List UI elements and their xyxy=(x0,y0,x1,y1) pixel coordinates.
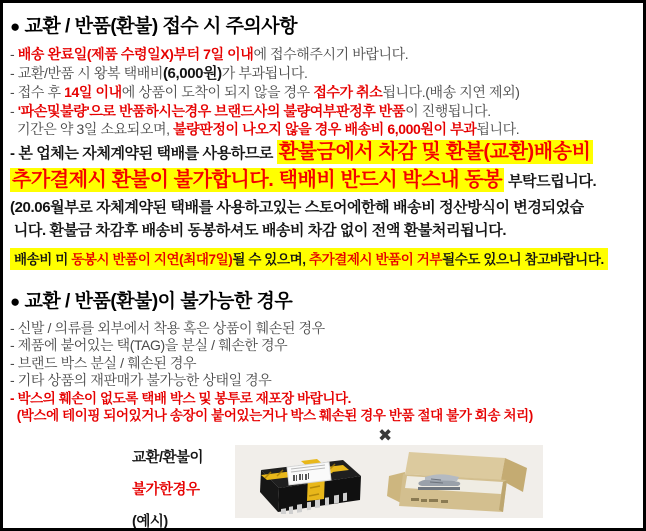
notice-line xyxy=(10,102,636,121)
text-segment: 될수도 있으니 참고바랍니다. xyxy=(442,251,604,267)
text-segment: 추가결제시 환불이 불가합니다. 택배비 반드시 박스내 동봉 xyxy=(12,169,503,191)
notice-line xyxy=(10,83,636,102)
text-segment: '파손및불량'으로 반품하시는경우 브랜드사의 불량여부판정후 반품 xyxy=(17,102,406,119)
notice-line xyxy=(10,120,636,139)
text-segment: - 본 업체는 자체계약된 택배를 사용하므로 xyxy=(10,144,277,162)
open-box-example-image xyxy=(385,446,533,516)
section-title-text: 교환 / 반품(환불)이 불가능한 경우 xyxy=(19,290,293,312)
text-segment: 배송비 미 xyxy=(14,251,72,267)
impossible-section-title xyxy=(10,286,636,313)
list-item: - 브랜드 박스 분실 / 훼손된 경우 xyxy=(10,354,197,371)
text-segment: 접수가 취소 xyxy=(313,84,383,100)
notice-line xyxy=(10,45,636,64)
list-item: - 제품에 붙어있는 택(TAG)을 분실 / 훼손한 경우 xyxy=(10,337,288,353)
notice-line xyxy=(10,64,636,84)
text-segment: 추가결제시 반품이 거부 xyxy=(308,251,443,267)
section-title-text: 교환 / 반품(환불) 접수 시 주의사항 xyxy=(19,16,297,37)
text-segment: 에 접수해주시기 바랍니다. xyxy=(253,46,409,62)
text-segment: 될 수 있으며, xyxy=(232,251,309,267)
text-segment: 배송 완료일(제품 수령일X)부터 7일 이내 xyxy=(17,46,254,62)
text-segment: - xyxy=(10,102,18,119)
text-segment: - xyxy=(10,46,18,62)
example-labels xyxy=(132,446,203,531)
example-area xyxy=(10,425,636,530)
text-segment: 14일 이내 xyxy=(64,84,122,100)
text-segment: (6,000원) xyxy=(162,64,222,82)
text-segment: 환불금에서 차감 및 환불(교환)배송비 xyxy=(278,140,591,163)
bullet-icon: ● xyxy=(10,291,20,311)
list-item: - 신발 / 의류를 외부에서 착용 혹은 상품이 훼손된 경우 xyxy=(10,319,325,336)
list-item: - 기타 상품의 재판매가 불가능한 상태일 경우 xyxy=(10,372,272,388)
text-segment: - 교환/반품 시 왕복 택배비 xyxy=(10,64,163,81)
text-segment: 됩니다.(배송 지연 제외) xyxy=(382,84,520,100)
text-segment: 됩니다. xyxy=(476,121,520,137)
notice-line-highlight xyxy=(10,167,636,196)
text-segment: - 접수 후 xyxy=(10,84,65,100)
text-segment: 가 부과됩니다. xyxy=(221,64,308,81)
notice-line-highlight xyxy=(10,139,636,168)
taped-box-example-image xyxy=(245,448,371,514)
example-label-line3: (예시) xyxy=(132,513,168,530)
example-images-panel xyxy=(235,445,543,518)
example-label-line2: 불가한경우 xyxy=(132,481,200,498)
text-segment: 이 진행됩니다. xyxy=(405,102,491,119)
text-segment: (20.06월부로 자체계약된 택배를 사용하고있는 스토어에한해 배송비 정산방식이 변경되었습 xyxy=(10,198,584,216)
text-segment: 니다. 환불금 차감후 배송비 동봉하셔도 배송비 차감 없이 전액 환불처리됩니다. xyxy=(10,221,507,239)
text-segment: 동봉시 반품이 지연(최대7일) xyxy=(71,251,233,267)
notice-section-title xyxy=(10,11,636,38)
bullet-icon: ● xyxy=(10,17,20,36)
text-segment: 기간은 약 3일 소요되오며, xyxy=(10,121,174,137)
notice-line xyxy=(10,219,636,242)
text-segment: 불량판정이 나오지 않을 경우 배송비 6,000원이 부과 xyxy=(173,121,477,137)
text-segment: 에 상품이 도착이 되지 않을 경우 xyxy=(121,84,314,100)
notice-line xyxy=(10,196,636,219)
text-segment: 부탁드립니다. xyxy=(504,173,597,190)
shipping-fee-note xyxy=(10,248,608,270)
warning-line: (박스에 테이핑 되어있거나 송장이 붙어있는거나 박스 훼손된 경우 반품 절대 불가 회송 처리) xyxy=(10,407,533,423)
example-label-line1: 교환/환불이 xyxy=(132,449,204,466)
warning-line: - 박스의 훼손이 없도록 택배 박스 및 봉투로 재포장 바랍니다. xyxy=(10,390,351,406)
x-mark-icon: ✖ xyxy=(378,425,393,445)
